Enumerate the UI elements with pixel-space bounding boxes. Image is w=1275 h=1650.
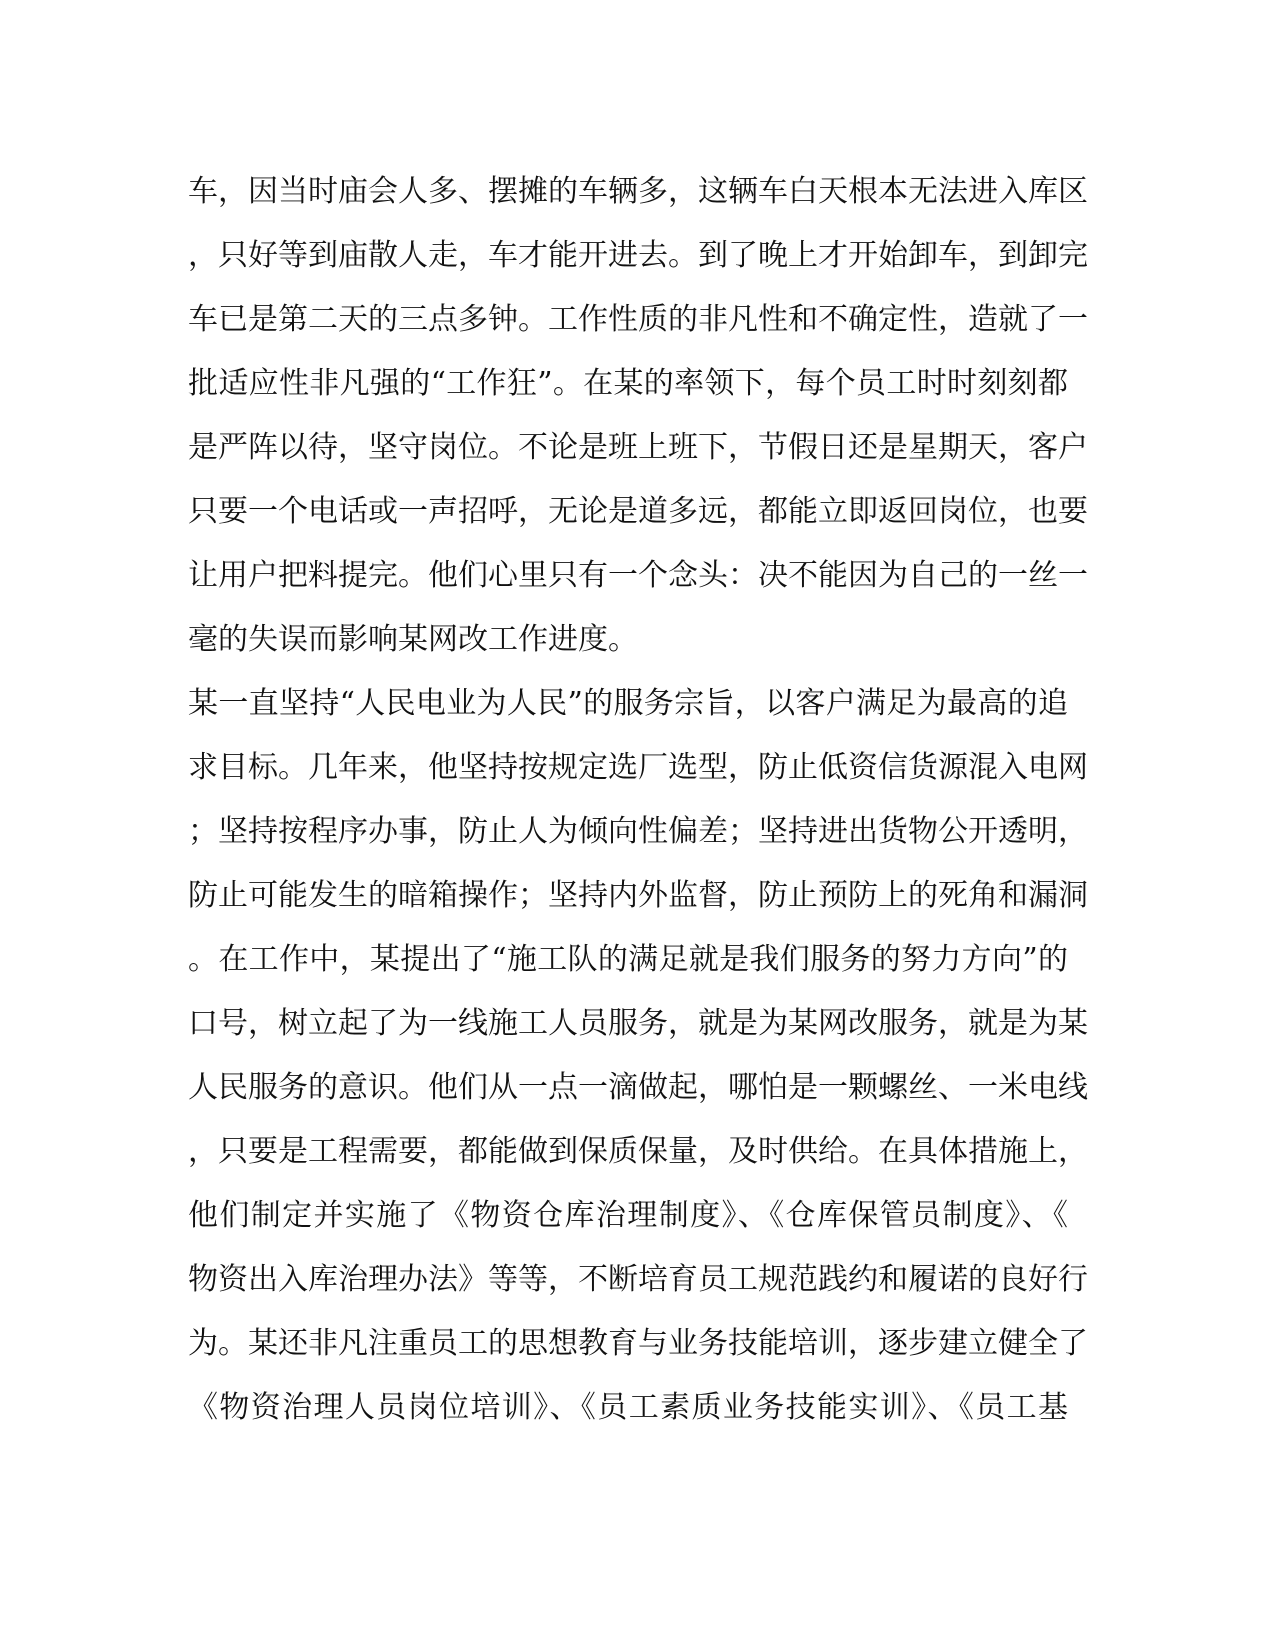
text-line: 。在工作中，某提出了“施工队的满足就是我们服务的努力方向”的 [188,942,1068,977]
text-line: 求目标。几年来，他坚持按规定选厂选型，防止低资信货源混入电网 [188,750,1088,785]
text-line: 人民服务的意识。他们从一点一滴做起，哪怕是一颗螺丝、一米电线 [188,1070,1088,1105]
text-line: 让用户把料提完。他们心里只有一个念头：决不能因为自己的一丝一 [188,558,1088,593]
text-line: 车，因当时庙会人多、摆摊的车辆多，这辆车白天根本无法进入库区 [188,174,1088,209]
text-line: 批适应性非凡强的“工作狂”。在某的率领下，每个员工时时刻刻都 [188,366,1068,401]
text-line: 是严阵以待，坚守岗位。不论是班上班下，节假日还是星期天，客户 [188,430,1088,465]
text-line: 某一直坚持“人民电业为人民”的服务宗旨，以客户满足为最高的追 [188,686,1068,721]
text-line: 防止可能发生的暗箱操作；坚持内外监督，防止预防上的死角和漏洞 [188,878,1088,913]
text-line: 物资出入库治理办法》等等，不断培育员工规范践约和履诺的良好行 [188,1262,1088,1297]
text-line: 车已是第二天的三点多钟。工作性质的非凡性和不确定性，造就了一 [188,302,1088,337]
text-line: 毫的失误而影响某网改工作进度。 [188,622,638,657]
text-line: 只要一个电话或一声招呼，无论是道多远，都能立即返回岗位，也要 [188,494,1088,529]
text-line: 口号，树立起了为一线施工人员服务，就是为某网改服务，就是为某 [188,1006,1088,1041]
body-text [188,160,1088,1440]
text-line: ，只好等到庙散人走，车才能开进去。到了晚上才开始卸车，到卸完 [188,238,1088,273]
text-line: 为。某还非凡注重员工的思想教育与业务技能培训，逐步建立健全了 [188,1326,1088,1361]
text-line: 他们制定并实施了《物资仓库治理制度》、《仓库保管员制度》、《 [188,1198,1068,1233]
text-line: ；坚持按程序办事，防止人为倾向性偏差；坚持进出货物公开透明， [188,814,1088,849]
text-line: 《物资治理人员岗位培训》、《员工素质业务技能实训》、《员工基 [188,1390,1068,1425]
text-line: ，只要是工程需要，都能做到保质保量，及时供给。在具体措施上， [188,1134,1088,1169]
